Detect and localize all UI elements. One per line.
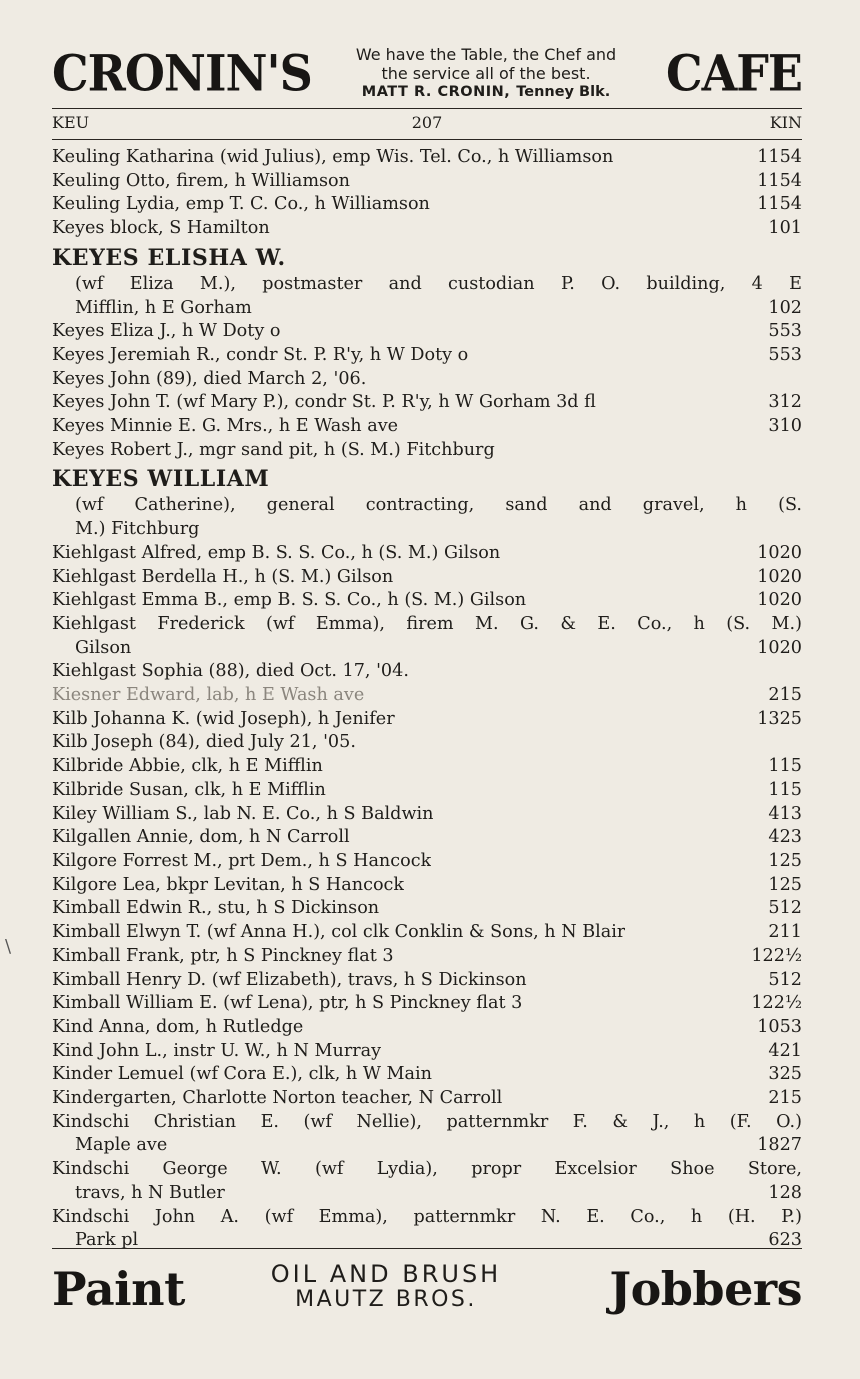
list-item: Kilb Johanna K. (wid Joseph), h Jenifer 1325 xyxy=(52,708,802,729)
ad-bottom-line-2: MAUTZ BROS. xyxy=(295,1287,477,1312)
ad-address: Tenney Blk. xyxy=(516,84,611,100)
list-item: Kindergarten, Charlotte Norton teacher, N Carroll 215 xyxy=(52,1088,802,1109)
list-item: Keuling Lydia, emp T. C. Co., h Williamson 1154 xyxy=(52,194,802,215)
list-item: Kilgore Lea, bkpr Levitan, h S Hancock 125 xyxy=(52,874,802,895)
header-bottom-rule xyxy=(52,139,802,140)
list-item: Kind Anna, dom, h Rutledge 1053 xyxy=(52,1016,802,1037)
list-item: Kindschi John A. (wf Emma), patternmkr N. E. Co., h (H. P.) Park pl 623 xyxy=(52,1206,802,1251)
list-item: Keyes Minnie E. G. Mrs., h E Wash ave 310 xyxy=(52,416,802,437)
list-item: Kiehlgast Sophia (88), died Oct. 17, '04. xyxy=(52,661,409,682)
bold-entry-heading: KEYES WILLIAM xyxy=(52,466,270,493)
list-item: Kilbride Susan, clk, h E Mifflin 115 xyxy=(52,779,802,800)
list-item: Kilgore Forrest M., prt Dem., h S Hancock 125 xyxy=(52,850,802,871)
list-item: Kinder Lemuel (wf Cora E.), clk, h W Main 325 xyxy=(52,1064,802,1085)
ad-left-word: CRONIN'S xyxy=(52,44,312,103)
list-item: Keyes Eliza J., h W Doty o 553 xyxy=(52,321,802,342)
list-item: Kind John L., instr U. W., h N Murray 421 xyxy=(52,1040,802,1061)
list-item: Kilbride Abbie, clk, h E Mifflin 115 xyxy=(52,756,802,777)
bold-entry-heading: KEYES ELISHA W. xyxy=(52,244,286,271)
ad-line-3 xyxy=(328,83,644,102)
ad-top-copy xyxy=(328,45,644,102)
list-item: Kilgallen Annie, dom, h N Carroll 423 xyxy=(52,827,802,848)
list-item: Kiehlgast Berdella H., h (S. M.) Gilson 1020 xyxy=(52,566,802,587)
ad-line-2: the service all of the best. xyxy=(381,64,591,83)
ad-bottom-line-1: OIL AND BRUSH xyxy=(270,1260,502,1288)
ad-line-1: We have the Table, the Chef and xyxy=(355,45,617,64)
list-item: Kimball William E. (wf Lena), ptr, h S Pinckney flat 3 122½ xyxy=(52,993,802,1014)
list-item: Keuling Katharina (wid Julius), emp Wis. Tel. Co., h Williamson 1154 xyxy=(52,147,802,167)
list-item: Keyes block, S Hamilton 101 xyxy=(52,218,802,239)
entry-list xyxy=(52,146,802,1253)
list-item: Keyes Jeremiah R., condr St. P. R'y, h W Doty o 553 xyxy=(52,344,802,365)
list-item: Kilb Joseph (84), died July 21, '05. xyxy=(52,732,356,753)
list-item: Kimball Henry D. (wf Elizabeth), travs, h S Dickinson 512 xyxy=(52,969,802,990)
ad-bottom-left-word: Paint xyxy=(52,1262,185,1316)
list-item: Kindschi Christian E. (wf Nellie), patternmkr F. & J., h (F. O.) Maple ave 1827 xyxy=(52,1111,802,1156)
entry-continuation: (wf Eliza M.), postmaster and custodian P. O. building, 4 E xyxy=(75,273,802,294)
list-item: Kiley William S., lab N. E. Co., h S Baldwin 413 xyxy=(52,803,802,824)
list-item: Kiehlgast Emma B., emp B. S. S. Co., h (S. M.) Gilson 1020 xyxy=(52,590,802,611)
ad-proprietor: MATT R. CRONIN, xyxy=(361,84,511,100)
list-item: Keyes John (89), died March 2, '06. xyxy=(52,368,367,389)
list-item: Kiesner Edward, lab, h E Wash ave 215 xyxy=(52,685,802,706)
ad-bottom-right-word: Jobbers xyxy=(609,1262,802,1316)
entry-continuation: Mifflin, h E Gorham 102 xyxy=(75,297,802,318)
list-item: Kimball Elwyn T. (wf Anna H.), col clk Conklin & Sons, h N Blair 211 xyxy=(52,922,802,943)
list-item: Keyes Robert J., mgr sand pit, h (S. M.) Fitchburg xyxy=(52,439,495,460)
list-item: Kindschi George W. (wf Lydia), propr Excelsior Shoe Store, travs, h N Butler 128 xyxy=(52,1159,802,1203)
list-item: Keyes John T. (wf Mary P.), condr St. P. R'y, h W Gorham 3d fl 312 xyxy=(52,392,802,413)
bottom-advertisement xyxy=(52,1248,802,1329)
list-item: Kiehlgast Alfred, emp B. S. S. Co., h (S. M.) Gilson 1020 xyxy=(52,542,802,563)
list-item: Kiehlgast Frederick (wf Emma), firem M. G. & E. Co., h (S. M.) Gilson 1020 xyxy=(52,613,802,658)
running-header xyxy=(52,109,802,139)
header-guide-left: KEU xyxy=(52,113,90,132)
top-advertisement xyxy=(52,40,802,108)
page-number: 207 xyxy=(411,113,443,132)
ad-right-word: CAFE xyxy=(665,44,802,103)
ad-bottom-copy xyxy=(214,1261,558,1313)
margin-mark: \ xyxy=(5,936,12,957)
directory-page xyxy=(52,40,802,1253)
list-item: Kimball Edwin R., stu, h S Dickinson 512 xyxy=(52,898,802,919)
list-item: Kimball Frank, ptr, h S Pinckney flat 3 122½ xyxy=(52,945,802,966)
header-guide-right: KIN xyxy=(769,113,802,132)
entry-continuation: (wf Catherine), general contracting, sand and gravel, h (S. xyxy=(75,495,802,516)
entry-continuation: M.) Fitchburg xyxy=(75,519,200,540)
list-item: Keuling Otto, firem, h Williamson 1154 xyxy=(52,170,802,191)
